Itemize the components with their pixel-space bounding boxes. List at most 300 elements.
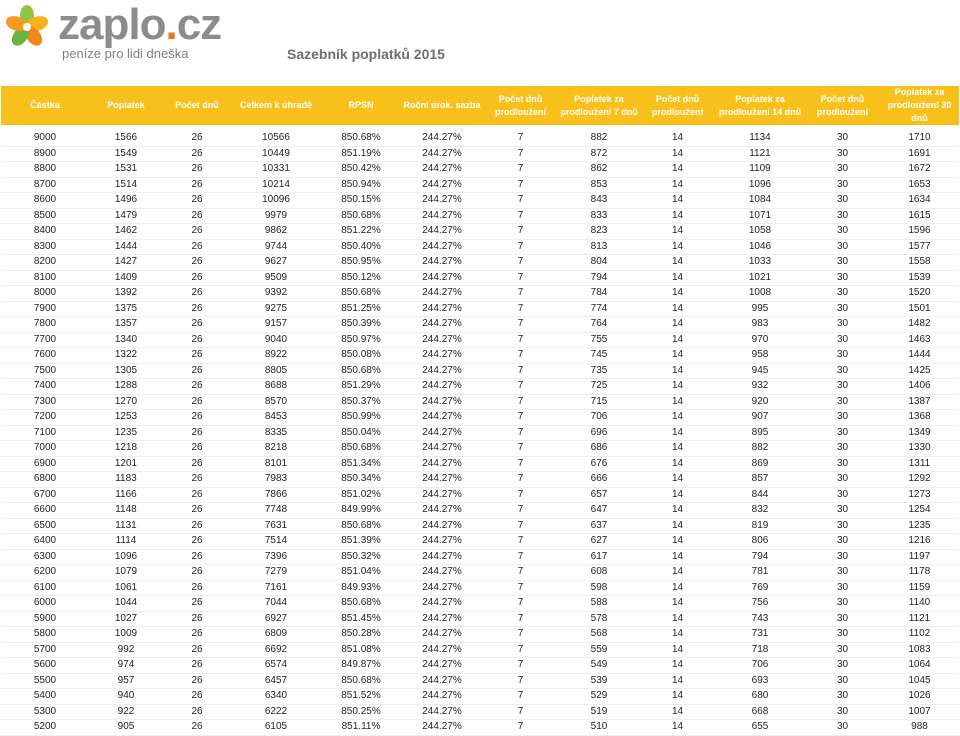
table-header [1, 86, 959, 125]
table-cell: 862 [558, 162, 640, 178]
table-cell: 1479 [89, 208, 163, 224]
table-cell: 10566 [231, 131, 321, 146]
table-cell: 764 [558, 317, 640, 333]
table-cell: 1033 [715, 255, 805, 271]
table-cell: 1288 [89, 379, 163, 395]
table-cell: 992 [89, 642, 163, 658]
table-cell: 519 [558, 704, 640, 720]
table-cell: 850.04% [321, 425, 401, 441]
table-cell: 850.68% [321, 286, 401, 302]
table-cell: 30 [805, 720, 880, 736]
table-cell: 794 [715, 549, 805, 565]
table-cell: 26 [163, 131, 231, 146]
table-cell: 14 [640, 286, 715, 302]
table-row [1, 332, 959, 348]
table-cell: 6500 [1, 518, 89, 534]
table-cell: 30 [805, 673, 880, 689]
table-cell: 851.29% [321, 379, 401, 395]
table-row [1, 503, 959, 519]
table-row [1, 627, 959, 643]
table-cell: 6700 [1, 487, 89, 503]
table-cell: 833 [558, 208, 640, 224]
table-cell: 850.68% [321, 208, 401, 224]
table-cell: 1406 [880, 379, 959, 395]
table-cell: 920 [715, 394, 805, 410]
table-cell: 8688 [231, 379, 321, 395]
table-cell: 549 [558, 658, 640, 674]
table-cell: 1021 [715, 270, 805, 286]
table-cell: 869 [715, 456, 805, 472]
table-cell: 30 [805, 534, 880, 550]
table-cell: 529 [558, 689, 640, 705]
table-cell: 850.40% [321, 239, 401, 255]
table-cell: 14 [640, 177, 715, 193]
table-cell: 769 [715, 580, 805, 596]
table-cell: 30 [805, 441, 880, 457]
table-cell: 30 [805, 286, 880, 302]
table-cell: 7100 [1, 425, 89, 441]
table-cell: 6000 [1, 596, 89, 612]
table-cell: 14 [640, 255, 715, 271]
table-cell: 14 [640, 627, 715, 643]
table-cell: 7 [483, 704, 558, 720]
table-cell: 6100 [1, 580, 89, 596]
table-cell: 7 [483, 425, 558, 441]
table-cell: 8400 [1, 224, 89, 240]
table-cell: 14 [640, 580, 715, 596]
table-cell: 850.68% [321, 673, 401, 689]
table-cell: 7 [483, 503, 558, 519]
table-cell: 813 [558, 239, 640, 255]
table-row [1, 596, 959, 612]
table-cell: 244.27% [401, 689, 483, 705]
zaplo-logo[interactable] [2, 2, 332, 64]
table-cell: 7 [483, 565, 558, 581]
brand-wordmark [58, 0, 221, 50]
table-cell: 14 [640, 301, 715, 317]
table-cell: 657 [558, 487, 640, 503]
table-cell: 26 [163, 689, 231, 705]
table-cell: 7 [483, 131, 558, 146]
table-cell: 647 [558, 503, 640, 519]
table-cell: 9157 [231, 317, 321, 333]
column-header: Celkem k úhradě [231, 86, 321, 125]
table-row [1, 317, 959, 333]
table-cell: 6300 [1, 549, 89, 565]
table-cell: 974 [89, 658, 163, 674]
table-cell: 9979 [231, 208, 321, 224]
table-cell: 676 [558, 456, 640, 472]
table-cell: 1462 [89, 224, 163, 240]
table-cell: 851.39% [321, 534, 401, 550]
table-cell: 5400 [1, 689, 89, 705]
table-cell: 1444 [89, 239, 163, 255]
table-cell: 244.27% [401, 348, 483, 364]
table-cell: 5800 [1, 627, 89, 643]
table-cell: 851.52% [321, 689, 401, 705]
table-cell: 1392 [89, 286, 163, 302]
table-cell: 1566 [89, 131, 163, 146]
table-cell: 1292 [880, 472, 959, 488]
table-cell: 7 [483, 270, 558, 286]
table-cell: 26 [163, 441, 231, 457]
table-cell: 14 [640, 472, 715, 488]
table-cell: 14 [640, 658, 715, 674]
table-cell: 851.08% [321, 642, 401, 658]
table-cell: 14 [640, 596, 715, 612]
table-cell: 6457 [231, 673, 321, 689]
table-cell: 30 [805, 410, 880, 426]
table-cell: 735 [558, 363, 640, 379]
table-cell: 7 [483, 301, 558, 317]
table-cell: 26 [163, 627, 231, 643]
table-cell: 244.27% [401, 472, 483, 488]
table-cell: 7 [483, 441, 558, 457]
table-cell: 850.15% [321, 193, 401, 209]
table-cell: 26 [163, 487, 231, 503]
table-cell: 851.19% [321, 146, 401, 162]
table-row [1, 441, 959, 457]
table-cell: 8700 [1, 177, 89, 193]
table-cell: 510 [558, 720, 640, 736]
table-cell: 957 [89, 673, 163, 689]
table-cell: 26 [163, 317, 231, 333]
table-cell: 14 [640, 565, 715, 581]
table-cell: 850.12% [321, 270, 401, 286]
table-cell: 30 [805, 317, 880, 333]
table-cell: 1235 [89, 425, 163, 441]
table-cell: 907 [715, 410, 805, 426]
brand-name: zaplo [58, 0, 166, 49]
page-header [0, 0, 960, 86]
table-cell: 7 [483, 410, 558, 426]
table-cell: 244.27% [401, 301, 483, 317]
table-cell: 6692 [231, 642, 321, 658]
table-cell: 7 [483, 534, 558, 550]
table-cell: 608 [558, 565, 640, 581]
table-cell: 696 [558, 425, 640, 441]
table-row [1, 487, 959, 503]
table-cell: 843 [558, 193, 640, 209]
table-cell: 872 [558, 146, 640, 162]
clover-logo-icon [2, 2, 52, 52]
column-header: Poplatek za prodloužení 30 dnů [880, 86, 959, 125]
table-cell: 30 [805, 363, 880, 379]
table-cell: 5300 [1, 704, 89, 720]
table-cell: 1375 [89, 301, 163, 317]
table-cell: 1558 [880, 255, 959, 271]
table-cell: 5500 [1, 673, 89, 689]
table-cell: 7 [483, 518, 558, 534]
table-cell: 1549 [89, 146, 163, 162]
table-cell: 1387 [880, 394, 959, 410]
table-cell: 30 [805, 689, 880, 705]
table-cell: 922 [89, 704, 163, 720]
column-header: Poplatek [89, 86, 163, 125]
table-cell: 7300 [1, 394, 89, 410]
table-cell: 26 [163, 394, 231, 410]
table-cell: 10096 [231, 193, 321, 209]
table-cell: 598 [558, 580, 640, 596]
table-cell: 7 [483, 162, 558, 178]
table-cell: 26 [163, 596, 231, 612]
table-cell: 1134 [715, 131, 805, 146]
table-cell: 1061 [89, 580, 163, 596]
table-cell: 988 [880, 720, 959, 736]
brand-dot: . [165, 0, 177, 49]
table-cell: 7 [483, 177, 558, 193]
table-cell: 244.27% [401, 286, 483, 302]
table-cell: 1084 [715, 193, 805, 209]
table-cell: 851.02% [321, 487, 401, 503]
table-cell: 8800 [1, 162, 89, 178]
table-cell: 983 [715, 317, 805, 333]
table-cell: 588 [558, 596, 640, 612]
table-cell: 706 [715, 658, 805, 674]
table-cell: 627 [558, 534, 640, 550]
table-cell: 10331 [231, 162, 321, 178]
table-cell: 244.27% [401, 720, 483, 736]
table-cell: 14 [640, 224, 715, 240]
table-cell: 244.27% [401, 642, 483, 658]
table-cell: 30 [805, 425, 880, 441]
table-cell: 6222 [231, 704, 321, 720]
table-cell: 14 [640, 689, 715, 705]
table-cell: 784 [558, 286, 640, 302]
table-cell: 1330 [880, 441, 959, 457]
table-cell: 244.27% [401, 363, 483, 379]
table-cell: 6105 [231, 720, 321, 736]
table-cell: 30 [805, 487, 880, 503]
table-cell: 30 [805, 301, 880, 317]
table-cell: 8570 [231, 394, 321, 410]
table-cell: 26 [163, 208, 231, 224]
table-cell: 7161 [231, 580, 321, 596]
table-cell: 850.68% [321, 441, 401, 457]
table-cell: 14 [640, 394, 715, 410]
table-cell: 7 [483, 596, 558, 612]
table-cell: 8600 [1, 193, 89, 209]
table-cell: 7279 [231, 565, 321, 581]
table-cell: 244.27% [401, 224, 483, 240]
column-header: Roční úrok. sazba [401, 86, 483, 125]
table-cell: 30 [805, 193, 880, 209]
table-row [1, 410, 959, 426]
table-cell: 30 [805, 503, 880, 519]
table-cell: 26 [163, 255, 231, 271]
table-cell: 26 [163, 518, 231, 534]
table-cell: 30 [805, 332, 880, 348]
table-cell: 6600 [1, 503, 89, 519]
table-cell: 851.04% [321, 565, 401, 581]
table-cell: 26 [163, 658, 231, 674]
table-cell: 14 [640, 379, 715, 395]
table-cell: 244.27% [401, 394, 483, 410]
table-cell: 26 [163, 193, 231, 209]
table-cell: 7 [483, 472, 558, 488]
table-cell: 244.27% [401, 146, 483, 162]
table-cell: 6809 [231, 627, 321, 643]
table-cell: 1045 [880, 673, 959, 689]
table-cell: 1008 [715, 286, 805, 302]
table-cell: 30 [805, 565, 880, 581]
table-row [1, 146, 959, 162]
table-cell: 806 [715, 534, 805, 550]
table-cell: 774 [558, 301, 640, 317]
table-cell: 1273 [880, 487, 959, 503]
table-cell: 30 [805, 270, 880, 286]
column-header: RPSN [321, 86, 401, 125]
table-cell: 30 [805, 177, 880, 193]
table-cell: 1009 [89, 627, 163, 643]
table-cell: 30 [805, 208, 880, 224]
table-cell: 26 [163, 286, 231, 302]
table-cell: 1131 [89, 518, 163, 534]
table-cell: 1520 [880, 286, 959, 302]
table-cell: 14 [640, 208, 715, 224]
table-cell: 30 [805, 596, 880, 612]
table-cell: 9509 [231, 270, 321, 286]
table-cell: 10449 [231, 146, 321, 162]
table-cell: 850.68% [321, 596, 401, 612]
table-cell: 895 [715, 425, 805, 441]
table-cell: 30 [805, 255, 880, 271]
table-cell: 244.27% [401, 704, 483, 720]
table-cell: 8922 [231, 348, 321, 364]
table-cell: 7 [483, 487, 558, 503]
table-cell: 1634 [880, 193, 959, 209]
table-cell: 6200 [1, 565, 89, 581]
table-cell: 26 [163, 301, 231, 317]
table-cell: 680 [715, 689, 805, 705]
table-cell: 7 [483, 689, 558, 705]
table-cell: 14 [640, 348, 715, 364]
table-cell: 7 [483, 580, 558, 596]
table-row [1, 394, 959, 410]
table-cell: 1046 [715, 239, 805, 255]
table-cell: 8300 [1, 239, 89, 255]
table-cell: 851.22% [321, 224, 401, 240]
table-cell: 1270 [89, 394, 163, 410]
table-cell: 850.39% [321, 317, 401, 333]
table-cell: 666 [558, 472, 640, 488]
table-cell: 9744 [231, 239, 321, 255]
table-cell: 850.97% [321, 332, 401, 348]
table-cell: 7983 [231, 472, 321, 488]
table-cell: 26 [163, 472, 231, 488]
table-cell: 7514 [231, 534, 321, 550]
table-cell: 30 [805, 162, 880, 178]
table-cell: 14 [640, 503, 715, 519]
table-cell: 14 [640, 487, 715, 503]
table-cell: 1368 [880, 410, 959, 426]
table-cell: 851.25% [321, 301, 401, 317]
table-cell: 14 [640, 611, 715, 627]
table-cell: 7866 [231, 487, 321, 503]
table-cell: 26 [163, 379, 231, 395]
table-cell: 7 [483, 456, 558, 472]
table-cell: 6340 [231, 689, 321, 705]
table-cell: 1183 [89, 472, 163, 488]
table-row [1, 286, 959, 302]
table-cell: 8218 [231, 441, 321, 457]
table-cell: 882 [715, 441, 805, 457]
table-cell: 995 [715, 301, 805, 317]
table-cell: 244.27% [401, 456, 483, 472]
table-cell: 1253 [89, 410, 163, 426]
table-cell: 7 [483, 611, 558, 627]
table-row [1, 348, 959, 364]
table-cell: 945 [715, 363, 805, 379]
table-cell: 1615 [880, 208, 959, 224]
table-cell: 1305 [89, 363, 163, 379]
table-cell: 8100 [1, 270, 89, 286]
table-cell: 14 [640, 193, 715, 209]
table-cell: 244.27% [401, 518, 483, 534]
table-cell: 7 [483, 208, 558, 224]
table-cell: 6900 [1, 456, 89, 472]
table-row [1, 425, 959, 441]
table-cell: 7 [483, 224, 558, 240]
table-cell: 26 [163, 239, 231, 255]
table-cell: 1444 [880, 348, 959, 364]
table-cell: 849.93% [321, 580, 401, 596]
table-cell: 30 [805, 239, 880, 255]
table-cell: 850.42% [321, 162, 401, 178]
table-cell: 819 [715, 518, 805, 534]
table-row [1, 689, 959, 705]
table-cell: 5700 [1, 642, 89, 658]
table-cell: 10214 [231, 177, 321, 193]
table-cell: 1201 [89, 456, 163, 472]
brand-tagline: peníze pro lidi dneška [62, 46, 189, 61]
table-cell: 1216 [880, 534, 959, 550]
table-cell: 6400 [1, 534, 89, 550]
table-cell: 26 [163, 332, 231, 348]
table-cell: 6800 [1, 472, 89, 488]
table-cell: 1071 [715, 208, 805, 224]
table-cell: 7 [483, 627, 558, 643]
table-cell: 14 [640, 673, 715, 689]
table-cell: 30 [805, 146, 880, 162]
table-cell: 6927 [231, 611, 321, 627]
table-row [1, 162, 959, 178]
table-cell: 617 [558, 549, 640, 565]
table-cell: 1425 [880, 363, 959, 379]
table-cell: 850.34% [321, 472, 401, 488]
document-title: Sazebník poplatků 2015 [287, 46, 445, 62]
table-cell: 5200 [1, 720, 89, 736]
table-cell: 7900 [1, 301, 89, 317]
table-cell: 1197 [880, 549, 959, 565]
table-cell: 26 [163, 704, 231, 720]
table-cell: 5900 [1, 611, 89, 627]
table-cell: 9275 [231, 301, 321, 317]
table-cell: 14 [640, 720, 715, 736]
table-cell: 7 [483, 348, 558, 364]
table-cell: 244.27% [401, 193, 483, 209]
table-cell: 1691 [880, 146, 959, 162]
table-cell: 853 [558, 177, 640, 193]
table-cell: 14 [640, 518, 715, 534]
table-cell: 30 [805, 224, 880, 240]
table-cell: 30 [805, 472, 880, 488]
table-cell: 715 [558, 394, 640, 410]
table-cell: 14 [640, 642, 715, 658]
table-cell: 30 [805, 394, 880, 410]
table-cell: 851.11% [321, 720, 401, 736]
table-cell: 14 [640, 239, 715, 255]
